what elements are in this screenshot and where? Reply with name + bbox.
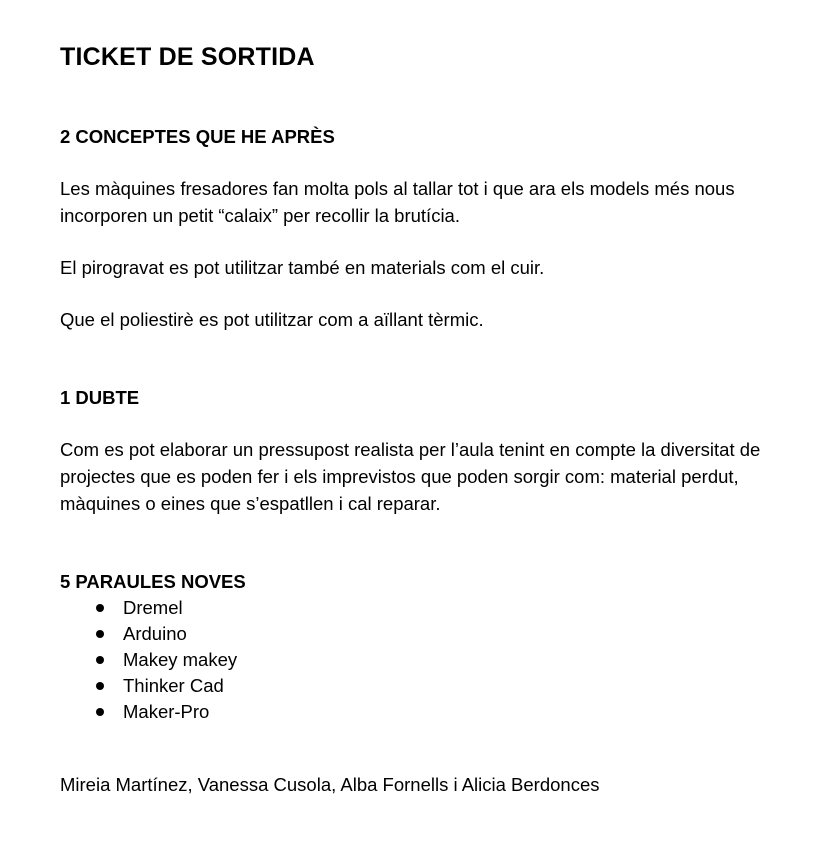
list-item xyxy=(60,647,792,673)
bullet-icon xyxy=(96,708,104,716)
paragraph-fresadores: Les màquines fresadores fan molta pols al tallar tot i que ara els models més nous incorporen un petit “calaix” per recollir la brutícia. xyxy=(60,178,735,226)
list-item-label: Makey makey xyxy=(123,649,238,670)
section-heading-conceptes: 2 CONCEPTES QUE HE APRÈS xyxy=(60,126,335,147)
section-heading-dubte: 1 DUBTE xyxy=(60,387,140,408)
paragraph-pirogravat: El pirogravat es pot utilitzar també en materials com el cuir. xyxy=(60,257,545,278)
paragraph-pressupost: Com es pot elaborar un pressupost realista per l’aula tenint en compte la diversitat de projectes que es poden fer i els imprevistos que poden sorgir com: material perdut, màquines o eines que s’espatllen i cal reparar. xyxy=(60,439,761,514)
list-item xyxy=(60,673,792,699)
authors-line: Mireia Martínez, Vanessa Cusola, Alba Fornells i Alicia Berdonces xyxy=(60,774,600,795)
bullet-icon xyxy=(96,656,104,664)
list-item xyxy=(60,699,792,725)
bullet-icon xyxy=(96,630,104,638)
paragraph-poliestire: Que el poliestirè es pot utilitzar com a aïllant tèrmic. xyxy=(60,309,484,330)
bullet-icon xyxy=(96,682,104,690)
list-item-label: Arduino xyxy=(123,623,187,644)
list-item xyxy=(60,621,792,647)
new-words-list xyxy=(60,595,792,725)
list-item-label: Thinker Cad xyxy=(123,675,224,696)
list-item-label: Maker-Pro xyxy=(123,701,210,722)
section-heading-paraules: 5 PARAULES NOVES xyxy=(60,571,246,592)
document-title: TICKET DE SORTIDA xyxy=(60,43,315,71)
list-item-label: Dremel xyxy=(123,597,183,618)
document-content xyxy=(60,42,792,798)
list-item xyxy=(60,595,792,621)
bullet-icon xyxy=(96,604,104,612)
